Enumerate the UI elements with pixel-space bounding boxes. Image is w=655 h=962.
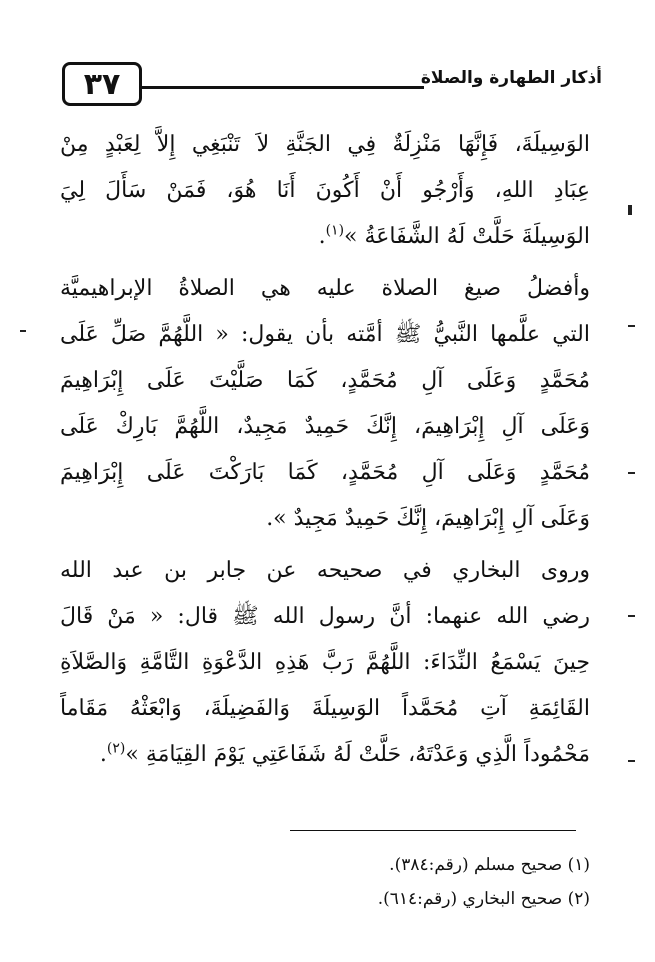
footnote: (١) صحيح مسلم (رقم:٣٨٤).	[389, 855, 590, 875]
footnotes	[60, 848, 590, 916]
text-line: وروى البخاري في صحيحه عن جابر بن عبد الله	[60, 558, 590, 583]
margin-mark	[628, 472, 635, 474]
text-line: عِبَادِ اللهِ، وَأَرْجُو أَنْ أَكُونَ أَنَا هُوَ، فَمَنْ سَأَلَ لِيَ	[60, 178, 590, 203]
text-line	[60, 214, 590, 260]
text-run: .	[318, 224, 326, 249]
main-text	[60, 122, 590, 778]
margin-mark	[628, 325, 635, 327]
page-header	[62, 62, 602, 112]
margin-mark	[628, 760, 635, 762]
footnote-mark: (٢)	[106, 740, 126, 757]
footnote-mark: (١)	[325, 222, 345, 239]
header-rule	[142, 86, 424, 89]
running-title: أذكار الطهارة والصلاة	[420, 68, 602, 88]
footnote-separator	[290, 830, 576, 831]
text-line: مُحَمَّدٍ وَعَلَى آلِ مُحَمَّدٍ، كَمَا صَلَّيْتَ عَلَى إِبْرَاهِيمَ	[60, 368, 590, 393]
text-line: وَعَلَى آلِ إِبْرَاهِيمَ، إِنَّكَ حَمِيدٌ مَجِيدٌ ».	[266, 506, 590, 531]
text-line: وَعَلَى آلِ إِبْرَاهِيمَ، إِنَّكَ حَمِيدٌ مَجِيدٌ، اللَّهُمَّ بَارِكْ عَلَى	[60, 414, 590, 439]
text-line: رضي الله عنهما: أنَّ رسول الله ﷺ قال: « مَنْ قَالَ	[60, 604, 590, 629]
page-number: ٣٧	[62, 62, 142, 106]
text-line: الوَسِيلَةَ، فَإِنَّهَا مَنْزِلَةٌ فِي الجَنَّةِ لاَ تَنْبَغِي إِلاَّ لِعَبْدٍ مِنْ	[60, 132, 590, 157]
text-line: مُحَمَّدٍ وَعَلَى آلِ مُحَمَّدٍ، كَمَا بَارَكْتَ عَلَى إِبْرَاهِيمَ	[60, 460, 590, 485]
text-run: مَحْمُوداً الَّذِي وَعَدْتَهُ، حَلَّتْ لَهُ شَفَاعَتِي يَوْمَ القِيَامَةِ »	[125, 742, 590, 767]
text-run: .	[99, 742, 107, 767]
margin-mark	[20, 330, 26, 332]
footnote: (٢) صحيح البخاري (رقم:٦١٤).	[377, 889, 590, 909]
text-run: الوَسِيلَةَ حَلَّتْ لَهُ الشَّفَاعَةُ »	[344, 224, 590, 249]
text-line: التي علَّمها النَّبيُّ ﷺ أمَّته بأن يقول: « اللَّهُمَّ صَلِّ عَلَى	[60, 322, 590, 347]
text-line: وأفضلُ صيغ الصلاة عليه هي الصلاةُ الإبراهيميَّة	[60, 276, 590, 301]
text-line	[60, 732, 590, 778]
text-line: حِينَ يَسْمَعُ النِّدَاءَ: اللَّهُمَّ رَبَّ هَذِهِ الدَّعْوَةِ التَّامَّةِ وَالصَّلاَةِ	[60, 650, 590, 675]
margin-mark	[628, 615, 635, 617]
text-line: القَائِمَةِ آتِ مُحَمَّداً الوَسِيلَةَ وَالفَضِيلَةَ، وَابْعَثْهُ مَقَاماً	[60, 696, 590, 721]
margin-mark	[628, 205, 632, 215]
